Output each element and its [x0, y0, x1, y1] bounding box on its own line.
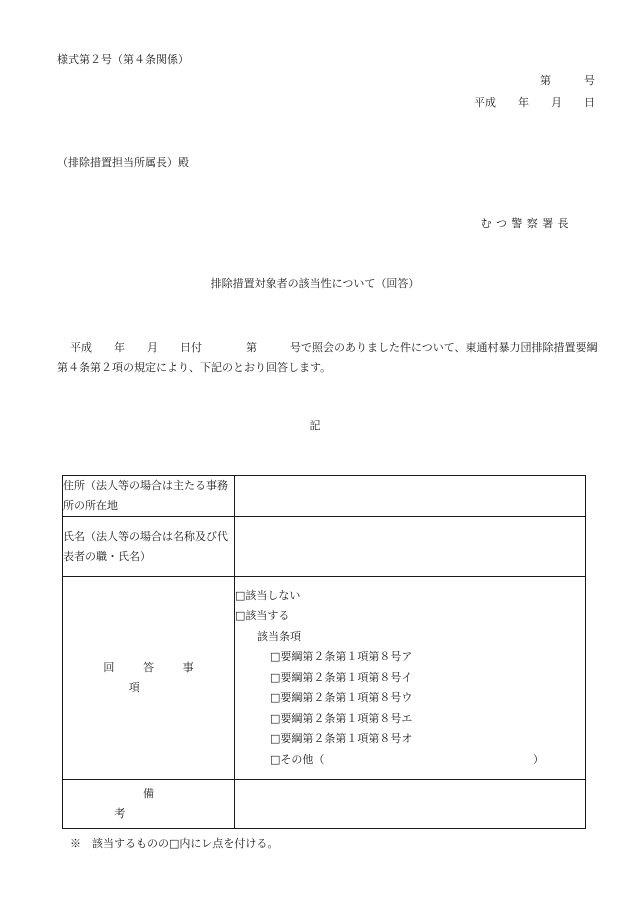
address-row: [63, 476, 586, 517]
checkbox-clause-e[interactable]: □要綱第２条第１項第８号エ: [270, 711, 413, 725]
name-label: 氏名（法人等の場合は名称及び代表者の職・氏名）: [63, 517, 235, 577]
checkbox-clause-u[interactable]: □要綱第２条第１項第８号ウ: [270, 691, 413, 705]
form-number: 様式第２号（第４条関係）: [57, 53, 189, 66]
sender: むつ警察署長: [480, 217, 573, 230]
answer-form-table: [62, 475, 586, 829]
remarks-row: [63, 780, 586, 829]
other-close-paren: ）: [533, 752, 544, 766]
document-date: 平成 年 月 日: [474, 96, 595, 109]
checkbox-clause-a[interactable]: □要綱第２条第１項第８号ア: [270, 650, 413, 664]
document-number: 第 号: [540, 74, 595, 87]
address-label: 住所（法人等の場合は主たる事務所の所在地: [63, 476, 235, 517]
remarks-field[interactable]: [235, 780, 586, 829]
remarks-label: 備考: [63, 780, 235, 829]
checkbox-applicable[interactable]: □該当する: [235, 609, 290, 623]
checkbox-clause-i[interactable]: □要綱第２条第１項第８号イ: [270, 670, 413, 684]
body-text: 平成 年 月 日付 第 号で照会のありました件について、東通村暴力団排除措置要綱第４条第２項の規定により、下記のとおり回答します。: [57, 341, 598, 374]
footnote: ※ 該当するものの□内にレ点を付ける。: [70, 837, 279, 850]
applicable-clause-label: 該当条項: [257, 629, 301, 643]
answer-row: [63, 577, 586, 780]
document-subject: 排除措置対象者の該当性について（回答）: [210, 277, 420, 290]
address-field[interactable]: [235, 476, 586, 517]
answer-options: [235, 577, 586, 780]
checkbox-clause-o[interactable]: □要綱第２条第１項第８号オ: [270, 732, 413, 746]
answer-label: 回答事項: [63, 577, 235, 780]
addressee: （排除措置担当所属長）殿: [57, 156, 189, 169]
ki-heading: 記: [309, 419, 321, 432]
checkbox-other[interactable]: [235, 750, 585, 771]
other-open-label: □その他（: [270, 752, 325, 766]
checkbox-not-applicable[interactable]: □該当しない: [235, 588, 301, 602]
name-row: [63, 517, 586, 577]
name-field[interactable]: [235, 517, 586, 577]
